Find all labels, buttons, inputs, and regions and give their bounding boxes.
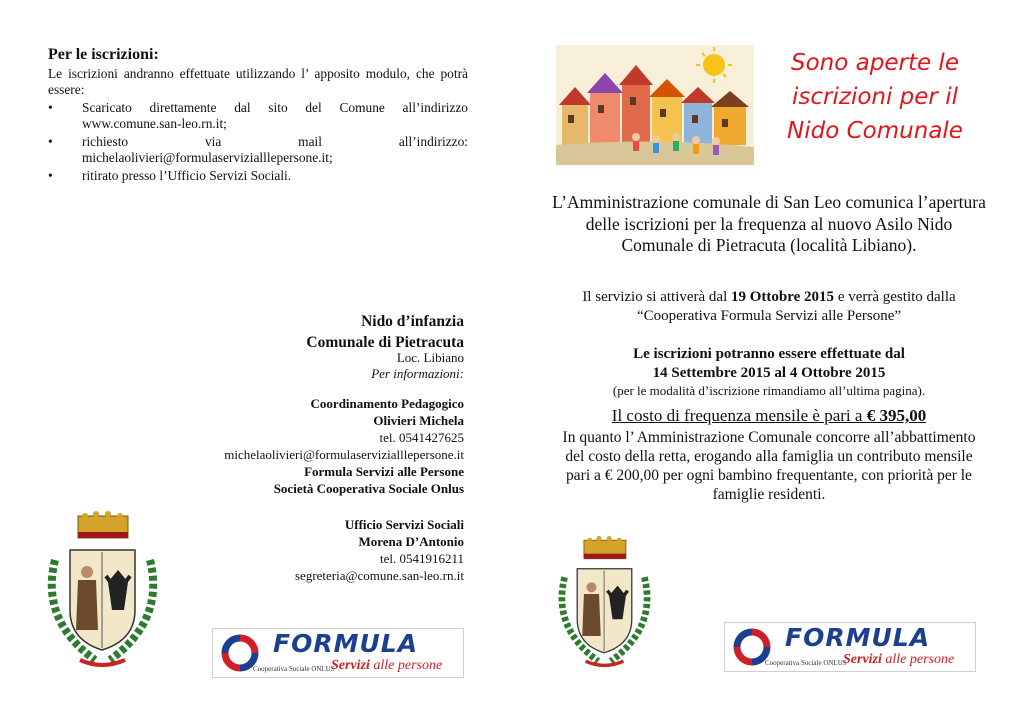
formula-logo: FORMULA Servizi alle persone Cooperativa Sociale ONLUS bbox=[212, 628, 464, 678]
nido-title: Nido d’infanzia Comunale di Pietracuta bbox=[306, 313, 464, 351]
announcement-text: L’Amministrazione comunale di San Leo comunica l’apertura delle iscrizioni per la frequenza al nuovo Asilo Nido Comunale di Pietracuta (località Libiano). bbox=[552, 192, 986, 255]
coordinator-contact: Coordinamento Pedagogico Olivieri Michela tel. 0541427625 michelaolivieri@formulaservizialllepersone.it Formula Servizi alle Persone Società Cooperativa Sociale Onlus bbox=[224, 396, 464, 496]
nido-location: Loc. Libiano Per informazioni: bbox=[371, 350, 464, 381]
formula-tagline: Servizi alle persone bbox=[843, 652, 955, 667]
list-item: • ritirato presso l’Ufficio Servizi Sociali. bbox=[48, 168, 468, 184]
cost-description: In quanto l’ Amministrazione Comunale concorre all’abbattimento del costo della retta, erogando alla famiglia un contributo mensile pari a € 200,00 per ogni bambino frequentante, con priorità per le famiglie residenti. bbox=[562, 429, 976, 503]
headline: Sono aperte le iscrizioni per il Nido Comunale bbox=[787, 50, 963, 144]
service-start-text: Il servizio si attiverà dal 19 Ottobre 2015 e verrà gestito dalla “Cooperativa Formula Servizi alle Persone” bbox=[582, 289, 956, 324]
enrollment-period: Le iscrizioni potranno essere effettuate dal 14 Settembre 2015 al 4 Ottobre 2015 bbox=[633, 346, 905, 381]
office-email[interactable]: segreteria@comune.san-leo.rn.it bbox=[295, 568, 464, 583]
coat-of-arms bbox=[40, 510, 165, 675]
coat-of-arms bbox=[552, 532, 657, 677]
registration-intro: Le iscrizioni andranno effettuate utilizzando l’ apposito modulo, che potrà essere: bbox=[48, 66, 468, 97]
formula-tagline: Servizi alle persone bbox=[331, 658, 443, 673]
monthly-cost: Il costo di frequenza mensile è pari a € 395,00 bbox=[611, 406, 927, 425]
enrollment-note: (per le modalità d’iscrizione rimandiamo all’ultima pagina). bbox=[612, 383, 926, 398]
office-contact: Ufficio Servizi Sociali Morena D’Antonio tel. 0541916211 segreteria@comune.san-leo.rn.it bbox=[295, 517, 464, 583]
registration-list bbox=[48, 100, 468, 186]
children-illustration bbox=[556, 45, 754, 165]
list-item: • richiesto via mail all’indirizzo: michelaolivieri@formulaservizialllepersone.it; bbox=[48, 134, 468, 166]
formula-wordmark: FORMULA bbox=[785, 623, 931, 652]
list-item: • Scaricato direttamente dal sito del Comune all’indirizzo www.comune.san-leo.rn.it; bbox=[48, 100, 468, 132]
registration-title: Per le iscrizioni: bbox=[48, 46, 159, 63]
formula-logo: FORMULA Servizi alle persone Cooperativa Sociale ONLUS bbox=[724, 622, 976, 672]
formula-wordmark: FORMULA bbox=[273, 629, 419, 658]
coordinator-email[interactable]: michelaolivieri@formulaservizialllepersone.it bbox=[224, 447, 464, 462]
